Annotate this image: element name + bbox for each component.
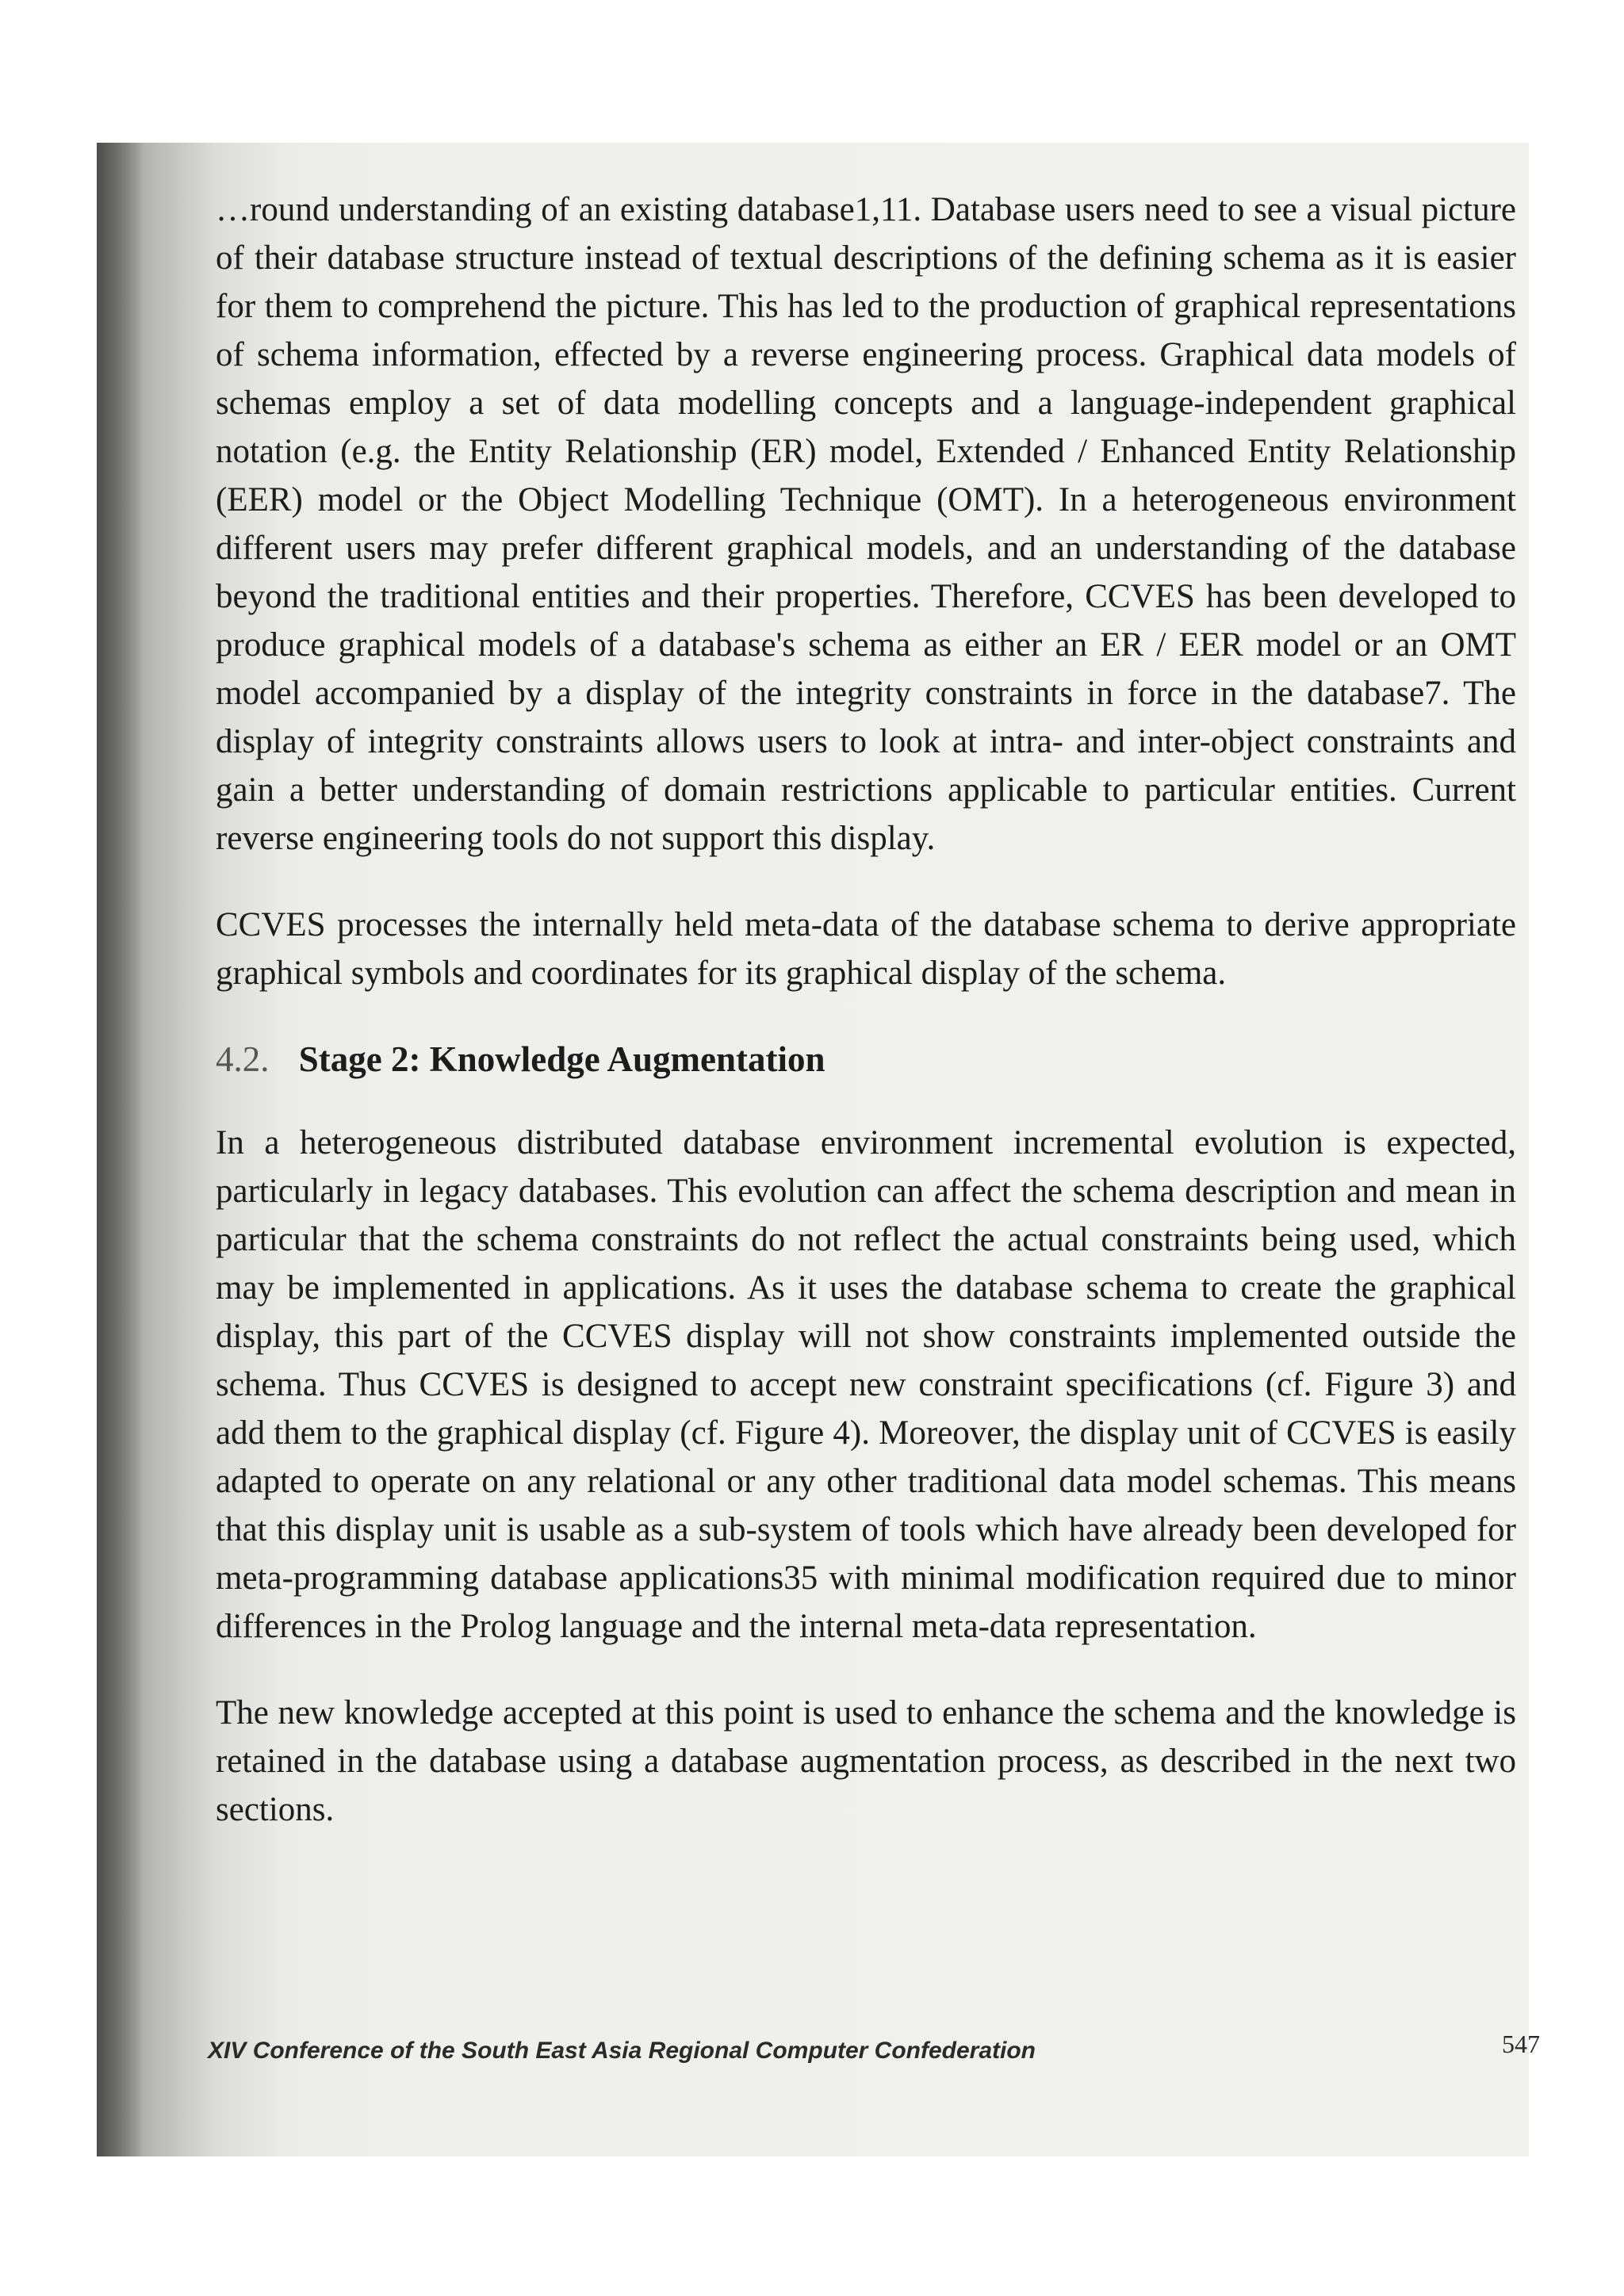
section-number: 4.2.: [216, 1039, 270, 1079]
paragraph-intro: …round understanding of an existing database1,11. Database users need to see a visual picture of their database structure instead of textual descriptions of the defining schema as it is easier for them to comprehend the picture. This has led to the production of graphical representations of schema information, effected by a reverse engineering process. Graphical data models of schemas employ a set of data modelling concepts and a language-independent graphical notation (e.g. the Entity Relationship (ER) model, Extended / Enhanced Entity Relationship (EER) model or the Object Modelling Technique (OMT). In a heterogeneous environment different users may prefer different graphical models, and an understanding of the database beyond the traditional entities and their properties. Therefore, CCVES has been developed to produce graphical models of a database's schema as either an ER / EER model or an OMT model accompanied by a display of the integrity constraints in force in the database7. The display of integrity constraints allows users to look at intra- and inter-object constraints and gain a better understanding of domain restrictions applicable to particular entities. Current reverse engineering tools do not support this display.: [216, 191, 1516, 857]
binding-shadow: [97, 143, 144, 2156]
paragraph-ccves-processing: CCVES processes the internally held meta-data of the database schema to derive appropriate graphical symbols and coordinates for its graphical display of the schema.: [216, 906, 1516, 992]
section-title: Stage 2: Knowledge Augmentation: [298, 1039, 825, 1079]
paragraph-new-knowledge: The new knowledge accepted at this point is used to enhance the schema and the knowledge is retained in the database using a database augmentation process, as described in the next two sections.: [216, 1694, 1516, 1828]
page-body: [216, 166, 1516, 1872]
page-footer: [208, 2030, 1540, 2077]
conference-name: XIV Conference of the South East Asia Regional Computer Confederation: [208, 2038, 1036, 2064]
section-heading: [216, 1035, 1516, 1084]
page-number: 547: [1502, 2030, 1540, 2058]
paragraph-evolution: In a heterogeneous distributed database environment incremental evolution is expected, particularly in legacy databases. This evolution can affect the schema description and mean in particular that the schema constraints do not reflect the actual constraints being used, which may be implemented in applications. As it uses the database schema to create the graphical display, this part of the CCVES display will not show constraints implemented outside the schema. Thus CCVES is designed to accept new constraint specifications (cf. Figure 3) and add them to the graphical display (cf. Figure 4). Moreover, the display unit of CCVES is easily adapted to operate on any relational or any other traditional data model schemas. This means that this display unit is usable as a sub-system of tools which have already been developed for meta-programming database applications35 with minimal modification required due to minor differences in the Prolog language and the internal meta-data representation.: [216, 1124, 1516, 1645]
scanned-page: [97, 143, 1540, 2156]
